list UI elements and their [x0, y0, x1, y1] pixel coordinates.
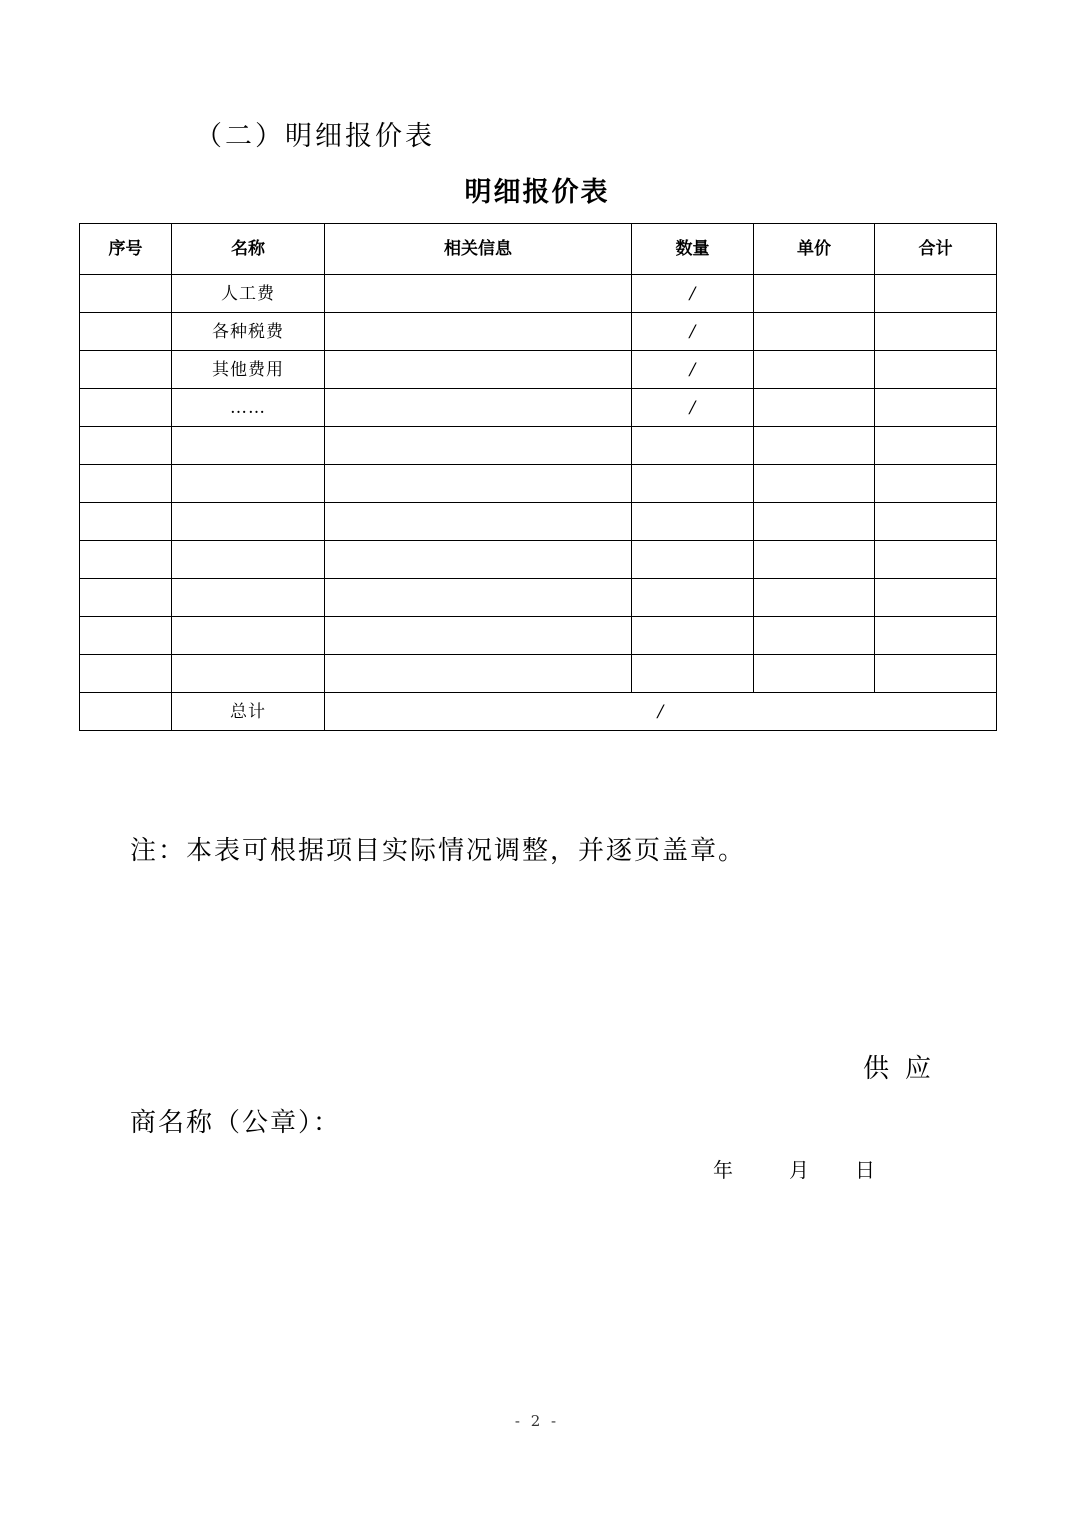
cell-unit-price — [754, 465, 875, 503]
header-name: 名称 — [172, 224, 325, 275]
cell-unit-price — [754, 617, 875, 655]
cell-quantity: / — [632, 275, 754, 313]
table-row — [80, 617, 997, 655]
cell-info — [325, 503, 632, 541]
table-row — [80, 389, 997, 427]
cell-subtotal — [875, 503, 997, 541]
cell-name — [172, 541, 325, 579]
header-subtotal: 合计 — [875, 224, 997, 275]
total-index-cell — [80, 693, 172, 731]
table-row — [80, 275, 997, 313]
total-row — [80, 693, 997, 731]
cell-subtotal — [875, 465, 997, 503]
cell-info — [325, 275, 632, 313]
cell-name — [172, 427, 325, 465]
cell-unit-price — [754, 275, 875, 313]
cell-subtotal — [875, 617, 997, 655]
cell-info — [325, 579, 632, 617]
table-header-row — [80, 224, 997, 275]
cell-quantity — [632, 427, 754, 465]
cell-unit-price — [754, 427, 875, 465]
cell-quantity — [632, 655, 754, 693]
table-row — [80, 655, 997, 693]
total-label: 总计 — [172, 693, 325, 731]
supplier-label-line2: 商名称（公章）： — [130, 1108, 342, 1138]
cell-name: 各种税费 — [172, 313, 325, 351]
cell-name — [172, 579, 325, 617]
table-row — [80, 427, 997, 465]
cell-index — [80, 389, 172, 427]
cell-index — [80, 617, 172, 655]
cell-unit-price — [754, 351, 875, 389]
cell-name: 其他费用 — [172, 351, 325, 389]
cell-info — [325, 351, 632, 389]
table-row — [80, 351, 997, 389]
cell-unit-price — [754, 655, 875, 693]
cell-index — [80, 579, 172, 617]
cell-quantity — [632, 579, 754, 617]
date-day: 日 — [855, 1158, 875, 1182]
cell-info — [325, 389, 632, 427]
cell-subtotal — [875, 655, 997, 693]
cell-quantity — [632, 617, 754, 655]
cell-info — [325, 541, 632, 579]
cell-name — [172, 503, 325, 541]
cell-info — [325, 617, 632, 655]
cell-index — [80, 655, 172, 693]
cell-quantity: / — [632, 351, 754, 389]
cell-info — [325, 465, 632, 503]
table-title: 明细报价表 — [464, 177, 610, 208]
cell-index — [80, 275, 172, 313]
table-row — [80, 313, 997, 351]
date-month: 月 — [789, 1158, 809, 1182]
cell-index — [80, 465, 172, 503]
total-value: / — [325, 693, 997, 731]
header-unit-price: 单价 — [754, 224, 875, 275]
cell-unit-price — [754, 503, 875, 541]
header-info: 相关信息 — [325, 224, 632, 275]
cell-name — [172, 617, 325, 655]
cell-name: 人工费 — [172, 275, 325, 313]
cell-index — [80, 313, 172, 351]
cell-subtotal — [875, 541, 997, 579]
header-index: 序号 — [80, 224, 172, 275]
cell-quantity: / — [632, 313, 754, 351]
cell-index — [80, 351, 172, 389]
date-line — [713, 1154, 875, 1183]
cell-subtotal — [875, 351, 997, 389]
cell-name: …… — [172, 389, 325, 427]
cell-info — [325, 427, 632, 465]
cell-subtotal — [875, 427, 997, 465]
cell-unit-price — [754, 541, 875, 579]
cell-name — [172, 465, 325, 503]
cell-quantity — [632, 541, 754, 579]
table-row — [80, 503, 997, 541]
cell-name — [172, 655, 325, 693]
cell-index — [80, 503, 172, 541]
cell-index — [80, 427, 172, 465]
note-text: 注：本表可根据项目实际情况调整，并逐页盖章。 — [130, 836, 747, 866]
cell-info — [325, 655, 632, 693]
cell-unit-price — [754, 313, 875, 351]
cell-quantity — [632, 465, 754, 503]
table-row — [80, 541, 997, 579]
cell-subtotal — [875, 313, 997, 351]
cell-unit-price — [754, 389, 875, 427]
table-row — [80, 579, 997, 617]
date-year: 年 — [713, 1158, 733, 1182]
page-number: - 2 - — [514, 1412, 560, 1430]
cell-unit-price — [754, 579, 875, 617]
cell-subtotal — [875, 579, 997, 617]
section-heading: （二）明细报价表 — [195, 121, 435, 152]
header-quantity: 数量 — [632, 224, 754, 275]
table-row — [80, 465, 997, 503]
cell-index — [80, 541, 172, 579]
cell-subtotal — [875, 389, 997, 427]
cell-subtotal — [875, 275, 997, 313]
cell-quantity — [632, 503, 754, 541]
cell-info — [325, 313, 632, 351]
supplier-label-line1: 供应 — [863, 1054, 948, 1084]
cell-quantity: / — [632, 389, 754, 427]
quote-table — [79, 223, 997, 731]
